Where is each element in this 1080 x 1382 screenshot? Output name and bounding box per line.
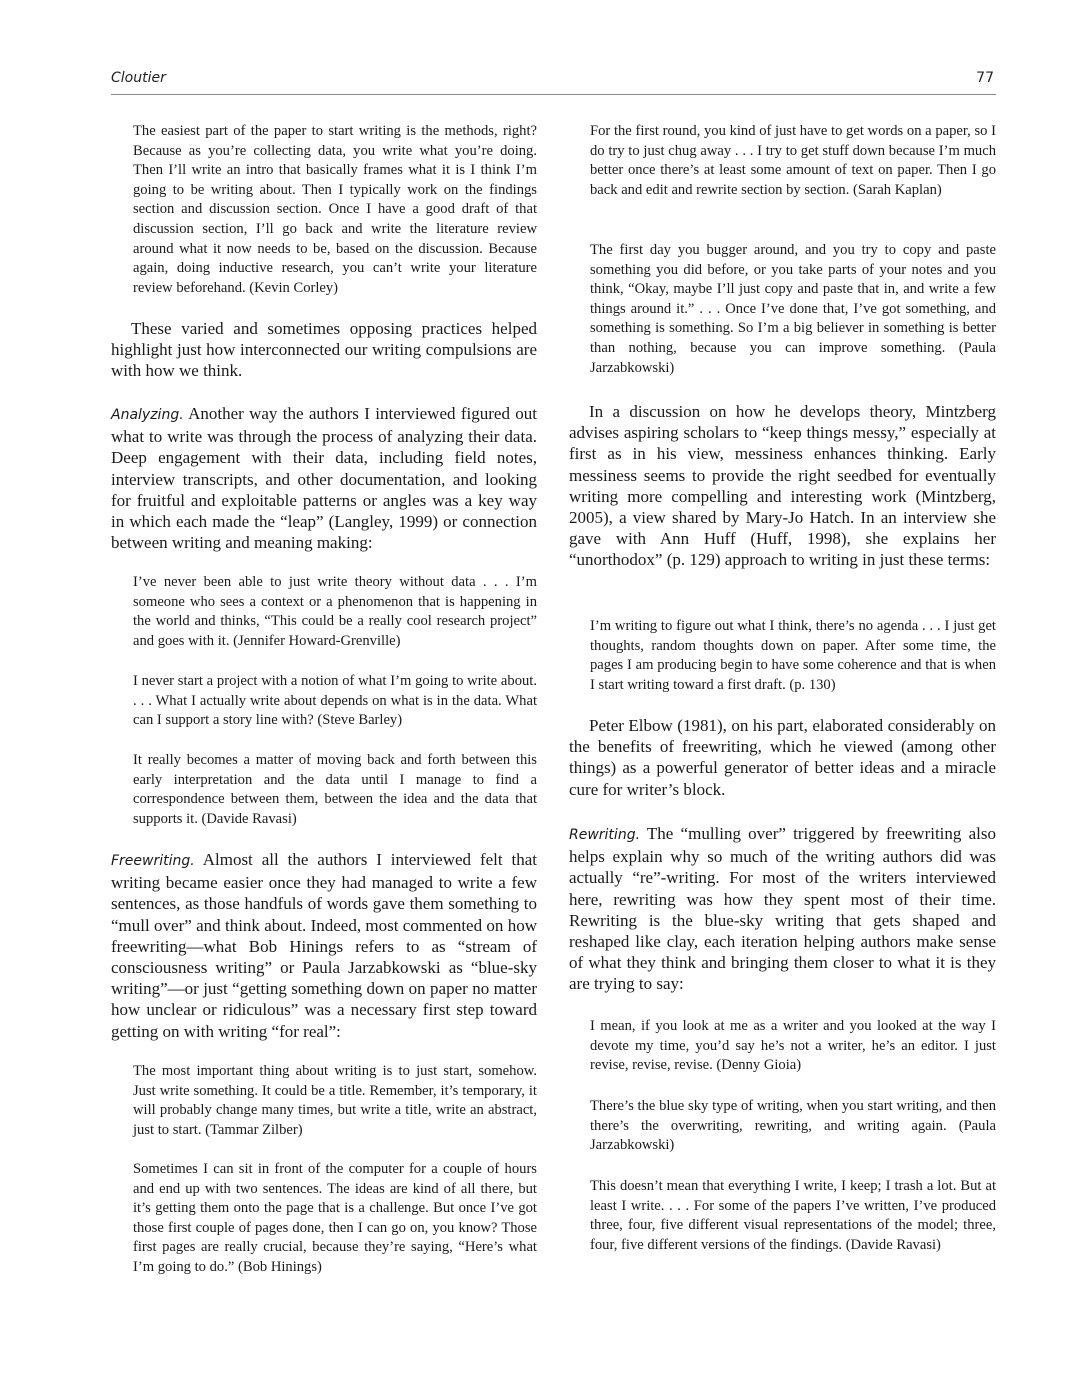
block-quote: This doesn’t mean that everything I write, I keep; I trash a lot. But at least I write. . . . For some of the papers I’ve written, I’ve produced three, four, five different visual representations of the model; three, four, five different versions of the findings. (Davide Ravasi) — [590, 1178, 996, 1253]
block-quote: I never start a project with a notion of what I’m going to write about. . . . What I actually write about depends on what is in the data. What can I support a story line with? (Steve Barley) — [133, 673, 537, 729]
paragraph-freewriting — [111, 849, 537, 1042]
block-quote: It really becomes a matter of moving back and forth between this early interpretation and the data until I manage to find a correspondence between them, between the idea and the data that supports it. (Davide Ravasi) — [133, 752, 537, 827]
block-quote: I’ve never been able to just write theory without data . . . I’m someone who sees a context or a phenomenon that is happening in the world and thinks, “This could be a really cool research project” and goes with it. (Jennifer Howard-Grenville) — [133, 574, 537, 649]
running-head: Cloutier — [111, 70, 166, 86]
block-quote: The first day you bugger around, and you try to copy and paste something you did before, or you take parts of your notes and you think, “Okay, maybe I’ll just copy and paste that in, and write a few things around it.” . . . Once I’ve done that, I’ve got something, and something is something. So I’m a big believer in something is better than nothing, because you can improve something. (Paula Jarzabkowski) — [590, 242, 996, 376]
block-quote: Sometimes I can sit in front of the computer for a couple of hours and end up with two sentences. The ideas are kind of all there, but it’s getting them onto the page that is a challenge. But once I’ve got those first couple of pages done, then I can go on, you know? Those first pages are really crucial, because they’re saying, “Here’s what I’m going to do.” (Bob Hinings) — [133, 1161, 537, 1275]
section-heading-rewriting: Rewriting. — [569, 827, 641, 843]
block-quote: The most important thing about writing is to just start, somehow. Just write something. It could be a title. Remember, it’s temporary, it will probably change many times, but write a title, write an abstract, just to start. (Tammar Zilber) — [133, 1063, 537, 1138]
paragraph-rewriting — [569, 823, 996, 995]
paragraph-text: The “mulling over” triggered by freewriting also helps explain why so much of the writing authors did was actually “re”-writing. For most of the writers interviewed here, rewriting was how they spent most of their time. Rewriting is the blue-sky writing that gets shaped and reshaped like clay, each iteration helping authors make sense of what they think and bringing them closer to what it is they are trying to say: — [569, 824, 996, 994]
paragraph: In a discussion on how he develops theory, Mintzberg advises aspiring scholars to “keep things messy,” especially at first as in his view, messiness enhances thinking. Early messiness seems to provide the right seedbed for eventually writing more compelling and interesting work (Mintzberg, 2005), a view shared by Mary-Jo Hatch. In an interview she gave with Ann Huff (Huff, 1998), she explains her “unorthodox” (p. 129) approach to writing in just these terms: — [569, 402, 996, 570]
section-heading-freewriting: Freewriting. — [111, 853, 195, 869]
paragraph-text: Almost all the authors I interviewed felt that writing became easier once they had managed to write a few sentences, as those handfuls of words gave them something to “mull over” and think about. Indeed, most commented on how freewriting—what Bob Hinings refers to as “stream of consciousness writing” or Paula Jarzabkowski as “blue-sky writing”—or just “getting something down on paper no matter how unclear or ridiculous” was a necessary first step toward getting on with writing “for real”: — [111, 850, 538, 1041]
block-quote: I mean, if you look at me as a writer and you looked at the way I devote my time, you’d say he’s not a writer, he’s an editor. I just revise, revise, revise. (Denny Gioia) — [590, 1018, 996, 1074]
paragraph: Peter Elbow (1981), on his part, elaborated considerably on the benefits of freewriting, which he viewed (among other things) as a powerful generator of better ideas and a miracle cure for writer’s block. — [569, 716, 996, 799]
paragraph: These varied and sometimes opposing practices helped highlight just how interconnected our writing compulsions are with how we think. — [111, 319, 537, 381]
block-quote: The easiest part of the paper to start writing is the methods, right? Because as you’re collecting data, you write what you’re doing. Then I’ll write an intro that basically frames what it is I think I’m going to be writing about. Then I typically work on the findings section and discussion section. Once I have a good draft of that discussion section, I’ll go back and write the literature review around what it now needs to be, based on the discussion. Because again, doing inductive research, you can’t write your literature review beforehand. (Kevin Corley) — [133, 123, 537, 296]
block-quote: For the first round, you kind of just have to get words on a paper, so I do try to just chug away . . . I try to get stuff down because I’m much better once there’s at least some amount of text on paper. Then I go back and edit and rewrite section by section. (Sarah Kaplan) — [590, 123, 996, 198]
block-quote: I’m writing to figure out what I think, there’s no agenda . . . I just get thoughts, random thoughts down on paper. After some time, the pages I am producing begin to have some coherence and that is when I start writing toward a first draft. (p. 130) — [590, 618, 996, 693]
block-quote: There’s the blue sky type of writing, when you start writing, and then there’s the overwriting, rewriting, and writing again. (Paula Jarzabkowski) — [590, 1098, 996, 1154]
page-number: 77 — [976, 70, 994, 86]
paragraph-analyzing — [111, 403, 537, 553]
header-rule — [111, 94, 996, 95]
paragraph-text: Another way the authors I interviewed figured out what to write was through the process of analyzing their data. Deep engagement with their data, including field notes, interview transcripts, and other documentation, and looking for fruitful and exploitable patterns or angles was a key way in which each made the “leap” (Langley, 1999) or connection between writing and meaning making: — [111, 404, 538, 553]
section-heading-analyzing: Analyzing. — [111, 407, 184, 423]
